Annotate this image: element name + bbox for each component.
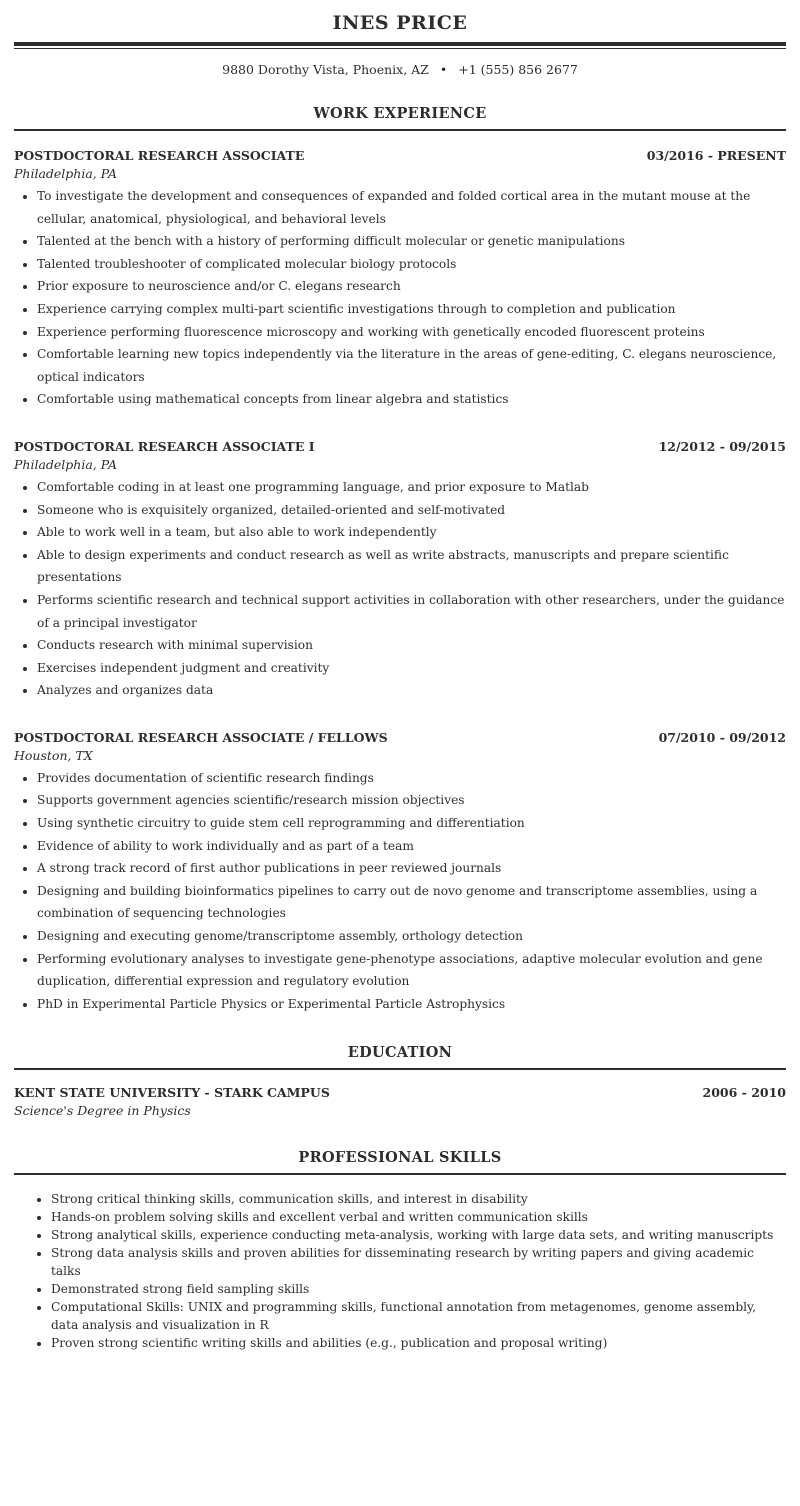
skill-item: • Proven strong scientific writing skills and abilities (e.g., publication and proposal writing): [51, 1334, 786, 1352]
duty-item: • Designing and executing genome/transcriptome assembly, orthology detection: [37, 925, 786, 948]
skill-item: • Strong analytical skills, experience conducting meta-analysis, working with large data sets, and writing manuscripts: [51, 1226, 786, 1244]
job-dates: 03/2016 - PRESENT: [646, 148, 786, 163]
job-entry: [14, 147, 786, 411]
skill-item: • Strong critical thinking skills, communication skills, and interest in disability: [51, 1190, 786, 1208]
duty-item: • Analyzes and organizes data: [37, 679, 786, 702]
professional-skills-section: [14, 1148, 786, 1352]
skill-item: • Demonstrated strong field sampling skills: [51, 1280, 786, 1298]
education-dates: 2006 - 2010: [702, 1085, 786, 1101]
duty-item: • A strong track record of first author publications in peer reviewed journals: [37, 857, 786, 880]
duty-item: • Experience performing fluorescence microscopy and working with genetically encoded fluorescent proteins: [37, 321, 786, 344]
duty-item: • PhD in Experimental Particle Physics or Experimental Particle Astrophysics: [37, 993, 786, 1016]
education-title: EDUCATION: [347, 1044, 453, 1062]
professional-skills-title: PROFESSIONAL SKILLS: [298, 1149, 502, 1167]
job-dates: 07/2010 - 09/2012: [658, 729, 786, 745]
job-entry: [14, 438, 786, 702]
duty-item: • Comfortable using mathematical concepts from linear algebra and statistics: [37, 388, 786, 411]
name-divider-thin: [14, 48, 786, 49]
degree: Science's Degree in Physics: [14, 1103, 191, 1119]
job-title: POSTDOCTORAL RESEARCH ASSOCIATE: [14, 148, 305, 163]
name-divider-thick: [14, 42, 786, 46]
section-divider: [14, 1068, 786, 1070]
skill-item: • Computational Skills: UNIX and programming skills, functional annotation from metagenomes, genome assembly, data analysis and visualization in R: [51, 1298, 786, 1334]
skill-item: • Strong data analysis skills and proven abilities for disseminating research by writing papers and giving academic talks: [51, 1244, 786, 1280]
duty-item: • Evidence of ability to work individually and as part of a team: [37, 835, 786, 858]
contact-separator: •: [439, 62, 448, 77]
duty-item: • Talented at the bench with a history of performing difficult molecular or genetic manipulations: [37, 230, 786, 253]
job-location: Houston, TX: [14, 747, 93, 763]
duty-item: • Provides documentation of scientific research findings: [37, 767, 786, 790]
duty-item: • Performs scientific research and technical support activities in collaboration with other researchers, under the guidance of a principal investigator: [37, 589, 786, 634]
education-header: [14, 1084, 786, 1102]
job-dates: 12/2012 - 09/2015: [658, 438, 786, 454]
job-header: [14, 729, 786, 747]
candidate-name: INES PRICE: [332, 12, 468, 34]
duty-list: [14, 185, 786, 411]
section-divider: [14, 129, 786, 131]
duty-item: • Prior exposure to neuroscience and/or C. elegans research: [37, 275, 786, 298]
duty-item: • Able to work well in a team, but also able to work independently: [37, 521, 786, 544]
duty-item: • Comfortable coding in at least one programming language, and prior exposure to Matlab: [37, 476, 786, 499]
job-location: Philadelphia, PA: [14, 166, 118, 181]
job-title: POSTDOCTORAL RESEARCH ASSOCIATE I: [14, 438, 315, 454]
duty-item: • Performing evolutionary analyses to investigate gene-phenotype associations, adaptive molecular evolution and gene duplication, differential expression and regulatory evolution: [37, 948, 786, 993]
resume-page: [14, 0, 786, 1352]
duty-item: • Comfortable learning new topics independently via the literature in the areas of gene-editing, C. elegans neuroscience, optical indicators: [37, 343, 786, 388]
duty-item: • Able to design experiments and conduct research as well as write abstracts, manuscripts and prepare scientific presentations: [37, 544, 786, 589]
duty-item: • Supports government agencies scientific/research mission objectives: [37, 789, 786, 812]
job-entry: [14, 729, 786, 1016]
school-name: KENT STATE UNIVERSITY - STARK CAMPUS: [14, 1085, 330, 1101]
phone: +1 (555) 856 2677: [458, 62, 578, 77]
duty-item: • To investigate the development and consequences of expanded and folded cortical area in the mutant mouse at the cellular, anatomical, physiological, and behavioral levels: [37, 185, 786, 230]
duty-item: • Experience carrying complex multi-part scientific investigations through to completion and publication: [37, 298, 786, 321]
duty-item: • Exercises independent judgment and creativity: [37, 657, 786, 680]
duty-item: • Using synthetic circuitry to guide stem cell reprogramming and differentiation: [37, 812, 786, 835]
job-location: Philadelphia, PA: [14, 456, 118, 472]
skills-list: [14, 1190, 786, 1352]
address: 9880 Dorothy Vista, Phoenix, AZ: [222, 62, 429, 77]
duty-item: • Conducts research with minimal supervision: [37, 634, 786, 657]
duty-list: [14, 767, 786, 1016]
duty-list: [14, 476, 786, 702]
job-header: [14, 147, 786, 165]
work-experience-title: WORK EXPERIENCE: [313, 105, 487, 122]
work-experience-section: [14, 104, 786, 1015]
contact-line: [14, 61, 786, 79]
education-section: [14, 1043, 786, 1120]
duty-item: • Someone who is exquisitely organized, detailed-oriented and self-motivated: [37, 499, 786, 522]
education-entry: [14, 1084, 786, 1120]
duty-item: • Talented troubleshooter of complicated molecular biology protocols: [37, 253, 786, 276]
section-divider: [14, 1173, 786, 1175]
skill-item: • Hands-on problem solving skills and excellent verbal and written communication skills: [51, 1208, 786, 1226]
job-title: POSTDOCTORAL RESEARCH ASSOCIATE / FELLOWS: [14, 729, 388, 745]
job-header: [14, 438, 786, 456]
duty-item: • Designing and building bioinformatics pipelines to carry out de novo genome and transcriptome assemblies, using a combination of sequencing technologies: [37, 880, 786, 925]
